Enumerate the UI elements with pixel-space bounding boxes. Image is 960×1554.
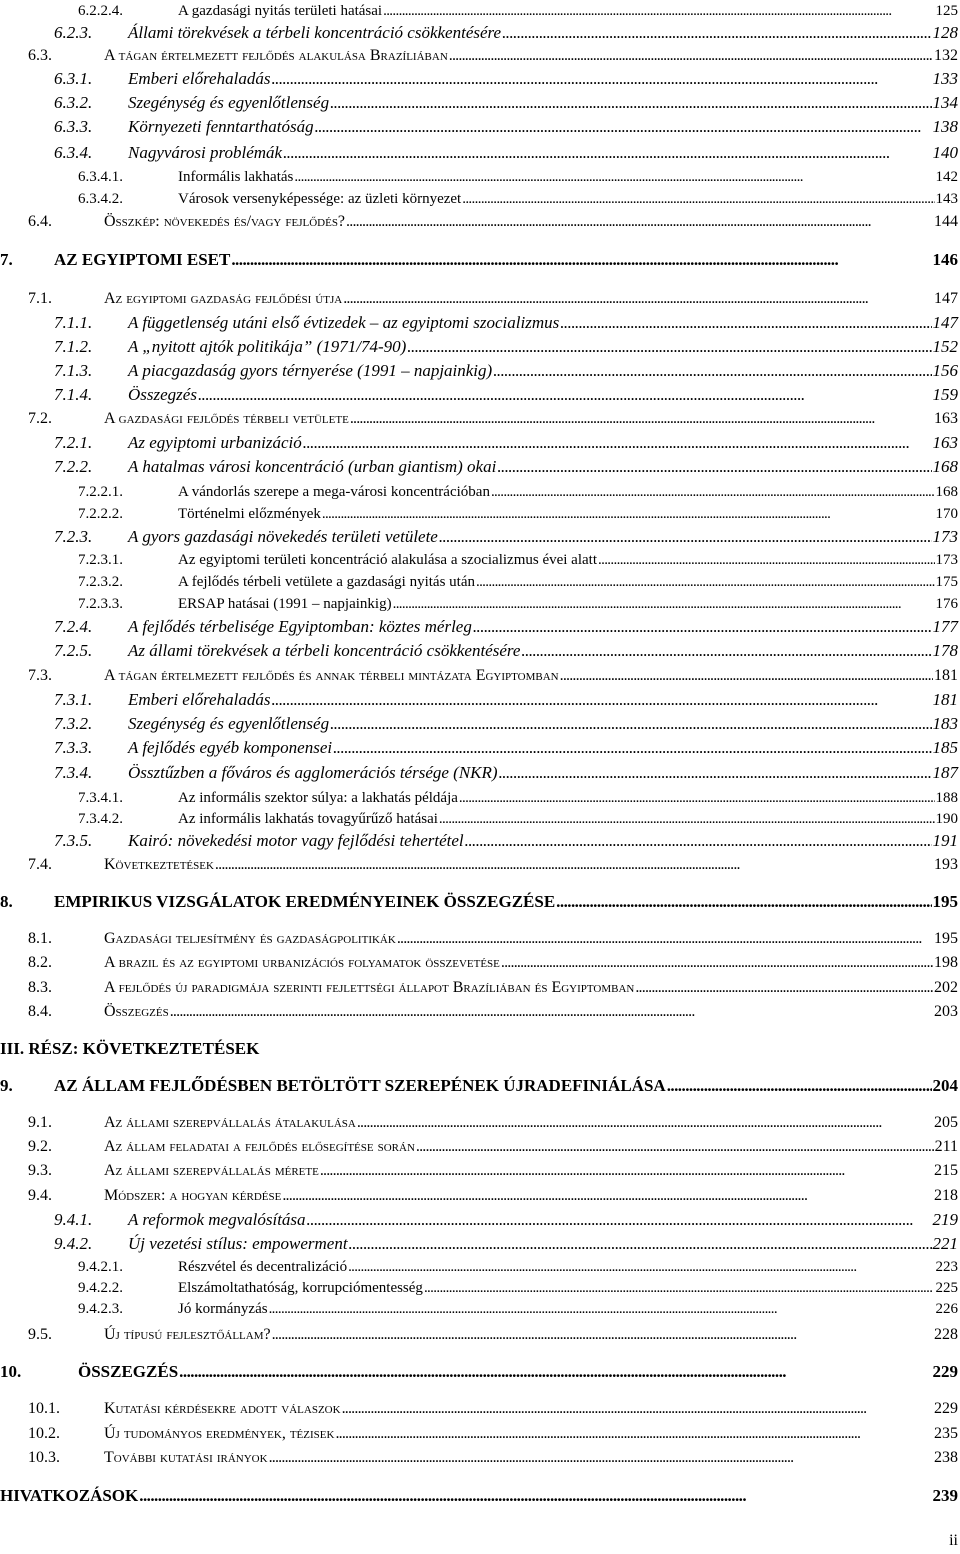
toc-entry-page: 134 bbox=[932, 93, 958, 112]
toc-entry[interactable] bbox=[0, 0, 960, 22]
toc-entry-title: Történelmi előzmények bbox=[178, 506, 321, 522]
toc-entry-page: 128 bbox=[932, 23, 958, 42]
toc-entry[interactable] bbox=[0, 549, 960, 571]
toc-entry[interactable] bbox=[0, 1233, 960, 1255]
toc-entry-number: 9. bbox=[0, 1076, 13, 1095]
toc-entry-title: A gyors gazdasági növekedés területi vetülete bbox=[128, 527, 438, 546]
toc-dot-leader bbox=[473, 616, 932, 638]
toc-dot-leader bbox=[294, 166, 934, 188]
toc-entry[interactable] bbox=[0, 1324, 960, 1346]
toc-entry-number: 7.3.4.1. bbox=[78, 790, 123, 806]
toc-entry-page: 223 bbox=[935, 1259, 958, 1275]
toc-entry-number: 8.1. bbox=[28, 930, 52, 947]
toc-entry-page: 125 bbox=[935, 3, 958, 19]
toc-dot-leader bbox=[491, 481, 935, 503]
toc-entry-number: 6.3.1. bbox=[54, 69, 93, 88]
toc-entry[interactable] bbox=[0, 1423, 960, 1445]
toc-dot-leader bbox=[383, 0, 934, 22]
toc-entry[interactable] bbox=[0, 1112, 960, 1134]
toc-entry-page: 239 bbox=[932, 1486, 958, 1505]
toc-entry[interactable] bbox=[0, 1185, 960, 1207]
toc-entry[interactable] bbox=[0, 68, 960, 90]
toc-dot-leader bbox=[271, 689, 931, 711]
toc-entry-page: 168 bbox=[932, 457, 958, 476]
toc-entry-number: 7.2. bbox=[28, 410, 52, 427]
toc-dot-leader bbox=[521, 640, 931, 662]
toc-entry[interactable] bbox=[0, 1277, 960, 1299]
toc-entry-number: 7.2.3.3. bbox=[78, 596, 123, 612]
toc-entry[interactable] bbox=[0, 689, 960, 711]
toc-entry-title: Részvétel és decentralizáció bbox=[178, 1259, 348, 1275]
toc-entry-page: 147 bbox=[932, 313, 958, 332]
toc-dot-leader bbox=[231, 249, 931, 271]
toc-entry[interactable] bbox=[0, 116, 960, 138]
toc-entry[interactable] bbox=[0, 1001, 960, 1023]
toc-entry-number: 9.1. bbox=[28, 1114, 52, 1131]
toc-entry-page: 235 bbox=[934, 1425, 958, 1442]
toc-entry-number: 6.3. bbox=[28, 47, 52, 64]
toc-entry-page: 195 bbox=[932, 892, 958, 911]
toc-dot-leader bbox=[493, 360, 931, 382]
toc-entry-page: 173 bbox=[932, 527, 958, 546]
toc-entry-number: 6.2.2.4. bbox=[78, 3, 123, 19]
toc-entry-number: 7.3.2. bbox=[54, 714, 93, 733]
toc-entry-page: 140 bbox=[932, 143, 958, 162]
toc-entry[interactable] bbox=[0, 891, 960, 913]
toc-dot-leader bbox=[416, 1136, 934, 1158]
toc-entry-number: 9.2. bbox=[28, 1138, 52, 1155]
toc-entry-number: 9.4.2.2. bbox=[78, 1280, 123, 1296]
toc-entry-title: A tágan értelmezett fejlődés alakulása Brazíliában bbox=[104, 47, 448, 64]
toc-entry-title: Az állami szerepvállalás mérete bbox=[104, 1162, 319, 1179]
toc-entry-title: HIVATKOZÁSOK bbox=[0, 1486, 139, 1505]
toc-entry-number: 10.2. bbox=[28, 1425, 60, 1442]
toc-dot-leader bbox=[269, 1298, 935, 1320]
toc-entry[interactable] bbox=[0, 336, 960, 358]
toc-entry-page: 159 bbox=[932, 385, 958, 404]
toc-entry-number: 7.1.2. bbox=[54, 337, 93, 356]
toc-entry-number: 7.2.3. bbox=[54, 527, 93, 546]
toc-entry[interactable] bbox=[0, 977, 960, 999]
toc-dot-leader bbox=[560, 665, 933, 687]
toc-entry-page: 226 bbox=[935, 1301, 958, 1317]
toc-entry-number: 6.4. bbox=[28, 213, 52, 230]
toc-dot-leader bbox=[476, 571, 935, 593]
toc-entry-number: 9.4.1. bbox=[54, 1210, 93, 1229]
toc-entry-title: Gazdasági teljesítmény és gazdaságpolitikák bbox=[104, 930, 396, 947]
toc-dot-leader bbox=[499, 762, 932, 784]
toc-entry-number: 7.2.2.2. bbox=[78, 506, 123, 522]
toc-entry[interactable] bbox=[0, 384, 960, 406]
toc-entry-page: 211 bbox=[934, 1138, 958, 1155]
toc-entry[interactable] bbox=[0, 1209, 960, 1231]
toc-entry-page: 173 bbox=[935, 552, 958, 568]
toc-entry-title: Kairó: növekedési motor vagy fejlődési tehertétel bbox=[128, 831, 464, 850]
toc-entry-title: Emberi előrehaladás bbox=[128, 69, 271, 88]
toc-dot-leader bbox=[439, 526, 932, 548]
toc-entry-page: 175 bbox=[935, 574, 958, 590]
toc-entry-page: 198 bbox=[934, 954, 958, 971]
toc-dot-leader bbox=[357, 1112, 933, 1134]
toc-entry-title: Emberi előrehaladás bbox=[128, 690, 271, 709]
toc-entry-number: 9.4.2. bbox=[54, 1234, 93, 1253]
toc-entry-number: 7.1. bbox=[28, 290, 52, 307]
toc-entry-page: 138 bbox=[932, 117, 958, 136]
toc-entry-number: 8. bbox=[0, 892, 13, 911]
toc-dot-leader bbox=[283, 142, 931, 164]
toc-entry[interactable] bbox=[0, 45, 960, 67]
toc-entry-number: 10. bbox=[0, 1362, 22, 1381]
toc-entry-page: 205 bbox=[934, 1114, 958, 1131]
toc-entry-title: Környezeti fenntarthatóság bbox=[128, 117, 314, 136]
toc-entry-title: A reformok megvalósítása bbox=[128, 1210, 306, 1229]
toc-dot-leader bbox=[348, 1256, 934, 1278]
toc-entry-number: 7.3.4.2. bbox=[78, 811, 123, 827]
toc-entry-page: 168 bbox=[935, 484, 958, 500]
toc-entry-title: Informális lakhatás bbox=[178, 169, 294, 185]
toc-entry-page: 143 bbox=[935, 191, 958, 207]
toc-entry-number: 6.3.4.1. bbox=[78, 169, 123, 185]
toc-dot-leader bbox=[215, 854, 933, 876]
toc-dot-leader bbox=[598, 549, 935, 571]
toc-entry[interactable] bbox=[0, 456, 960, 478]
toc-entry-page: 132 bbox=[934, 47, 958, 64]
toc-entry[interactable] bbox=[0, 854, 960, 876]
toc-entry-number: 7.3.4. bbox=[54, 763, 93, 782]
toc-dot-leader bbox=[330, 713, 931, 735]
toc-entry-number: 7.2.5. bbox=[54, 641, 93, 660]
toc-entry-title: A piacgazdaság gyors térnyerése (1991 – napjainkig) bbox=[128, 361, 493, 380]
toc-entry-title: Összegzés bbox=[104, 1003, 169, 1020]
toc-entry-page: 176 bbox=[935, 596, 958, 612]
toc-dot-leader bbox=[322, 503, 935, 525]
toc-dot-leader bbox=[271, 68, 931, 90]
toc-entry-page: 177 bbox=[932, 617, 958, 636]
toc-entry-page: 221 bbox=[932, 1234, 958, 1253]
toc-entry-title: Szegénység és egyenlőtlenség bbox=[128, 93, 330, 112]
toc-entry[interactable] bbox=[0, 1298, 960, 1320]
toc-dot-leader bbox=[393, 593, 935, 615]
toc-entry-page: 170 bbox=[935, 506, 958, 522]
toc-entry-title: Szegénység és egyenlőtlenség bbox=[128, 714, 330, 733]
toc-entry-title: A fejlődés térbeli vetülete a gazdasági nyitás után bbox=[178, 574, 475, 590]
toc-entry-number: 6.3.3. bbox=[54, 117, 93, 136]
toc-entry-title: A vándorlás szerepe a mega-városi koncentrációban bbox=[178, 484, 490, 500]
toc-entry-title: Az állam feladatai a fejlődés elősegítése során bbox=[104, 1138, 415, 1155]
toc-dot-leader bbox=[272, 1324, 933, 1346]
toc-entry-page: 225 bbox=[935, 1280, 958, 1296]
toc-entry-page: 228 bbox=[934, 1326, 958, 1343]
toc-entry[interactable] bbox=[0, 432, 960, 454]
toc-dot-leader bbox=[346, 211, 933, 233]
toc-entry-page: 181 bbox=[932, 690, 958, 709]
toc-dot-leader bbox=[315, 116, 932, 138]
toc-dot-leader bbox=[350, 408, 933, 430]
toc-dot-leader bbox=[497, 456, 931, 478]
toc-entry-title: Össztűzben a főváros és agglomerációs térsége (NKR) bbox=[128, 763, 498, 782]
toc-entry-number: 9.5. bbox=[28, 1326, 52, 1343]
toc-entry-page: 204 bbox=[932, 1076, 958, 1095]
toc-entry-page: 193 bbox=[934, 856, 958, 873]
toc-entry-page: 203 bbox=[934, 1003, 958, 1020]
toc-entry-title: Az egyiptomi urbanizáció bbox=[128, 433, 302, 452]
toc-entry-page: 181 bbox=[934, 667, 958, 684]
toc-dot-leader bbox=[303, 432, 932, 454]
toc-entry[interactable] bbox=[0, 737, 960, 759]
toc-entry[interactable] bbox=[0, 166, 960, 188]
toc-dot-leader bbox=[465, 830, 932, 852]
toc-dot-leader bbox=[667, 1075, 932, 1097]
toc-entry[interactable] bbox=[0, 1485, 960, 1507]
toc-entry-title: További kutatási irányok bbox=[104, 1449, 268, 1466]
toc-entry[interactable] bbox=[0, 616, 960, 638]
toc-entry[interactable] bbox=[0, 808, 960, 830]
toc-entry-title: Következtetések bbox=[104, 856, 214, 873]
toc-dot-leader bbox=[502, 22, 931, 44]
toc-entry-number: 7.2.3.1. bbox=[78, 552, 123, 568]
toc-entry-title: A fejlődés egyéb komponensei bbox=[128, 738, 333, 757]
toc-entry-title: Kutatási kérdésekre adott válaszok bbox=[104, 1400, 341, 1417]
toc-entry-number: 8.3. bbox=[28, 979, 52, 996]
toc-dot-leader bbox=[407, 336, 931, 358]
toc-dot-leader bbox=[342, 1398, 933, 1420]
toc-entry-page: 156 bbox=[932, 361, 958, 380]
toc-entry[interactable] bbox=[0, 1160, 960, 1182]
toc-entry-number: 7.1.1. bbox=[54, 313, 93, 332]
toc-dot-leader bbox=[349, 1233, 932, 1255]
toc-entry-page: 152 bbox=[932, 337, 958, 356]
toc-dot-leader bbox=[170, 1001, 933, 1023]
toc-dot-leader bbox=[459, 787, 935, 809]
toc-dot-leader bbox=[198, 384, 932, 406]
toc-entry[interactable] bbox=[0, 211, 960, 233]
toc-dot-leader bbox=[635, 977, 933, 999]
toc-entry-number: 6.3.4. bbox=[54, 143, 93, 162]
toc-entry[interactable] bbox=[0, 830, 960, 852]
toc-dot-leader bbox=[139, 1485, 931, 1507]
toc-entry[interactable] bbox=[0, 1136, 960, 1158]
toc-dot-leader bbox=[560, 312, 931, 334]
toc-entry[interactable] bbox=[0, 665, 960, 687]
toc-entry-number: 7.3. bbox=[28, 667, 52, 684]
toc-entry-title: AZ ÁLLAM FEJLŐDÉSBEN BETÖLTÖTT SZEREPÉNEK ÚJRADEFINIÁLÁSA bbox=[54, 1076, 666, 1095]
toc-entry-title: A függetlenség utáni első évtizedek – az egyiptomi szocializmus bbox=[128, 313, 560, 332]
toc-dot-leader bbox=[397, 928, 933, 950]
toc-entry-number: 8.2. bbox=[28, 954, 52, 971]
toc-entry[interactable] bbox=[0, 526, 960, 548]
toc-entry-page: 183 bbox=[932, 714, 958, 733]
toc-entry-title: AZ EGYIPTOMI ESET bbox=[54, 250, 231, 269]
toc-entry[interactable] bbox=[0, 288, 960, 310]
toc-entry[interactable] bbox=[0, 503, 960, 525]
toc-entry-number: 7.2.3.2. bbox=[78, 574, 123, 590]
toc-entry[interactable] bbox=[0, 481, 960, 503]
toc-dot-leader bbox=[330, 92, 931, 114]
toc-entry-title: Városok versenyképessége: az üzleti környezet bbox=[178, 191, 462, 207]
toc-entry-number: 7.2.2.1. bbox=[78, 484, 123, 500]
toc-entry-number: 7.2.4. bbox=[54, 617, 93, 636]
toc-entry[interactable] bbox=[0, 1398, 960, 1420]
toc-entry-page: 163 bbox=[932, 433, 958, 452]
toc-entry-title: ERSAP hatásai (1991 – napjainkig) bbox=[178, 596, 392, 612]
toc-entry-title: Az egyiptomi gazdaság fejlődési útja bbox=[104, 290, 343, 307]
toc-entry-title: Összegzés bbox=[128, 385, 197, 404]
toc-entry-number: 9.4.2.1. bbox=[78, 1259, 123, 1275]
toc-entry-title: A hatalmas városi koncentráció (urban giantism) okai bbox=[128, 457, 497, 476]
toc-entry-page: 146 bbox=[932, 250, 958, 269]
toc-entry-page: 219 bbox=[932, 1210, 958, 1229]
toc-entry-page: 133 bbox=[932, 69, 958, 88]
toc-entry[interactable] bbox=[0, 312, 960, 334]
toc-dot-leader bbox=[335, 1423, 933, 1445]
toc-entry-number: 6.3.4.2. bbox=[78, 191, 123, 207]
toc-entry-page: 142 bbox=[935, 169, 958, 185]
toc-entry-title: A fejlődés térbelisége Egyiptomban: köztes mérleg bbox=[128, 617, 472, 636]
toc-entry[interactable] bbox=[0, 22, 960, 44]
toc-dot-leader bbox=[462, 188, 934, 210]
toc-entry-page: 215 bbox=[934, 1162, 958, 1179]
toc-entry-page: 238 bbox=[934, 1449, 958, 1466]
toc-entry-title: Nagyvárosi problémák bbox=[128, 143, 283, 162]
toc-entry[interactable] bbox=[0, 640, 960, 662]
toc-entry-number: 9.4.2.3. bbox=[78, 1301, 123, 1317]
toc-entry-title: Az informális szektor súlya: a lakhatás példája bbox=[178, 790, 458, 806]
toc-entry[interactable] bbox=[0, 787, 960, 809]
toc-entry[interactable] bbox=[0, 593, 960, 615]
toc-entry-page: 178 bbox=[932, 641, 958, 660]
toc-entry-title: Módszer: a hogyan kérdése bbox=[104, 1187, 282, 1204]
toc-entry-page: 202 bbox=[934, 979, 958, 996]
toc-entry[interactable] bbox=[0, 1038, 960, 1060]
toc-entry[interactable] bbox=[0, 713, 960, 735]
toc-entry-number: 7.4. bbox=[28, 856, 52, 873]
toc-entry-page: 229 bbox=[934, 1400, 958, 1417]
toc-entry-page: 163 bbox=[934, 410, 958, 427]
toc-entry-number: 7.2.1. bbox=[54, 433, 93, 452]
toc-entry-page: 147 bbox=[934, 290, 958, 307]
toc-entry-title: Állami törekvések a térbeli koncentráció csökkentésére bbox=[128, 23, 502, 42]
toc-entry-title: Összkép: növekedés és/vagy fejlődés? bbox=[104, 213, 346, 230]
toc-entry-title: Az informális lakhatás tovagyűrűző hatásai bbox=[178, 811, 438, 827]
toc-entry-number: 9.4. bbox=[28, 1187, 52, 1204]
toc-entry-number: 6.3.2. bbox=[54, 93, 93, 112]
toc-entry-page: 188 bbox=[935, 790, 958, 806]
toc-entry-number: 7.2.2. bbox=[54, 457, 93, 476]
toc-entry-page: 187 bbox=[932, 763, 958, 782]
toc-entry[interactable] bbox=[0, 1075, 960, 1097]
toc-entry[interactable] bbox=[0, 762, 960, 784]
toc-entry-number: 7.3.3. bbox=[54, 738, 93, 757]
toc-entry-number: 7.1.3. bbox=[54, 361, 93, 380]
toc-entry-page: 144 bbox=[934, 213, 958, 230]
toc-dot-leader bbox=[556, 891, 931, 913]
toc-entry[interactable] bbox=[0, 249, 960, 271]
toc-dot-leader bbox=[269, 1447, 933, 1469]
toc-entry-number: 7.1.4. bbox=[54, 385, 93, 404]
toc-entry-page: 185 bbox=[932, 738, 958, 757]
toc-entry-title: A tágan értelmezett fejlődés és annak térbeli mintázata Egyiptomban bbox=[104, 667, 559, 684]
toc-entry-page: 229 bbox=[932, 1362, 958, 1381]
toc-entry[interactable] bbox=[0, 1447, 960, 1469]
toc-dot-leader bbox=[439, 808, 935, 830]
toc-entry-title: A brazil és az egyiptomi urbanizációs folyamatok összevetése bbox=[104, 954, 500, 971]
toc-entry-title: A „nyitott ajtók politikája” (1971/74-90) bbox=[128, 337, 407, 356]
toc-entry-title: Az állami törekvések a térbeli koncentráció csökkentésére bbox=[128, 641, 521, 660]
toc-dot-leader bbox=[449, 45, 933, 67]
toc-entry-number: 10.3. bbox=[28, 1449, 60, 1466]
toc-entry-title: Elszámoltathatóság, korrupciómentesség bbox=[178, 1280, 423, 1296]
toc-entry-title: Jó kormányzás bbox=[178, 1301, 268, 1317]
toc-entry[interactable] bbox=[0, 92, 960, 114]
toc-entry-number: 6.2.3. bbox=[54, 23, 93, 42]
toc-entry[interactable] bbox=[0, 408, 960, 430]
toc-entry[interactable] bbox=[0, 360, 960, 382]
toc-entry-title: Új vezetési stílus: empowerment bbox=[128, 1234, 348, 1253]
toc-dot-leader bbox=[179, 1361, 931, 1383]
toc-entry-number: 7.3.1. bbox=[54, 690, 93, 709]
toc-entry-title: Az egyiptomi területi koncentráció alakulása a szocializmus évei alatt bbox=[178, 552, 597, 568]
toc-entry-number: 7. bbox=[0, 250, 13, 269]
toc-entry[interactable] bbox=[0, 188, 960, 210]
toc-dot-leader bbox=[333, 737, 931, 759]
toc-entry-number: 10.1. bbox=[28, 1400, 60, 1417]
toc-entry-title: EMPIRIKUS VIZSGÁLATOK EREDMÉNYEINEK ÖSSZEGZÉSE bbox=[54, 892, 556, 911]
toc-entry-number: 8.4. bbox=[28, 1003, 52, 1020]
toc-entry-title: III. RÉSZ: KÖVETKEZTETÉSEK bbox=[0, 1039, 260, 1058]
toc-entry-page: 191 bbox=[932, 831, 958, 850]
page-number: ii bbox=[949, 1532, 958, 1549]
toc-entry-number: 7.3.5. bbox=[54, 831, 93, 850]
toc-entry-title: Az állami szerepvállalás átalakulása bbox=[104, 1114, 356, 1131]
toc-entry[interactable] bbox=[0, 142, 960, 164]
toc-dot-leader bbox=[501, 952, 933, 974]
toc-entry-title: A fejlődés új paradigmája szerinti fejlettségi állapot Brazíliában és Egyiptomban bbox=[104, 979, 635, 996]
toc-entry-title: A gazdasági nyitás területi hatásai bbox=[178, 3, 383, 19]
toc-entry-number: 9.3. bbox=[28, 1162, 52, 1179]
toc-dot-leader bbox=[320, 1160, 933, 1182]
toc-entry-title: A gazdasági fejlődés térbeli vetülete bbox=[104, 410, 349, 427]
toc-entry[interactable] bbox=[0, 1361, 960, 1383]
toc-entry-page: 195 bbox=[934, 930, 958, 947]
toc-entry-title: ÖSSZEGZÉS bbox=[78, 1362, 179, 1381]
toc-entry[interactable] bbox=[0, 1256, 960, 1278]
toc-dot-leader bbox=[343, 288, 933, 310]
toc-entry-page: 190 bbox=[935, 811, 958, 827]
toc-entry[interactable] bbox=[0, 928, 960, 950]
toc-entry-page: 218 bbox=[934, 1187, 958, 1204]
toc-dot-leader bbox=[307, 1209, 932, 1231]
toc-entry[interactable] bbox=[0, 571, 960, 593]
toc-entry-title: Új típusú fejlesztőállam? bbox=[104, 1326, 271, 1343]
toc-entry[interactable] bbox=[0, 952, 960, 974]
toc-dot-leader bbox=[424, 1277, 935, 1299]
toc-entry-title: Új tudományos eredmények, tézisek bbox=[104, 1425, 335, 1442]
toc-dot-leader bbox=[282, 1185, 933, 1207]
